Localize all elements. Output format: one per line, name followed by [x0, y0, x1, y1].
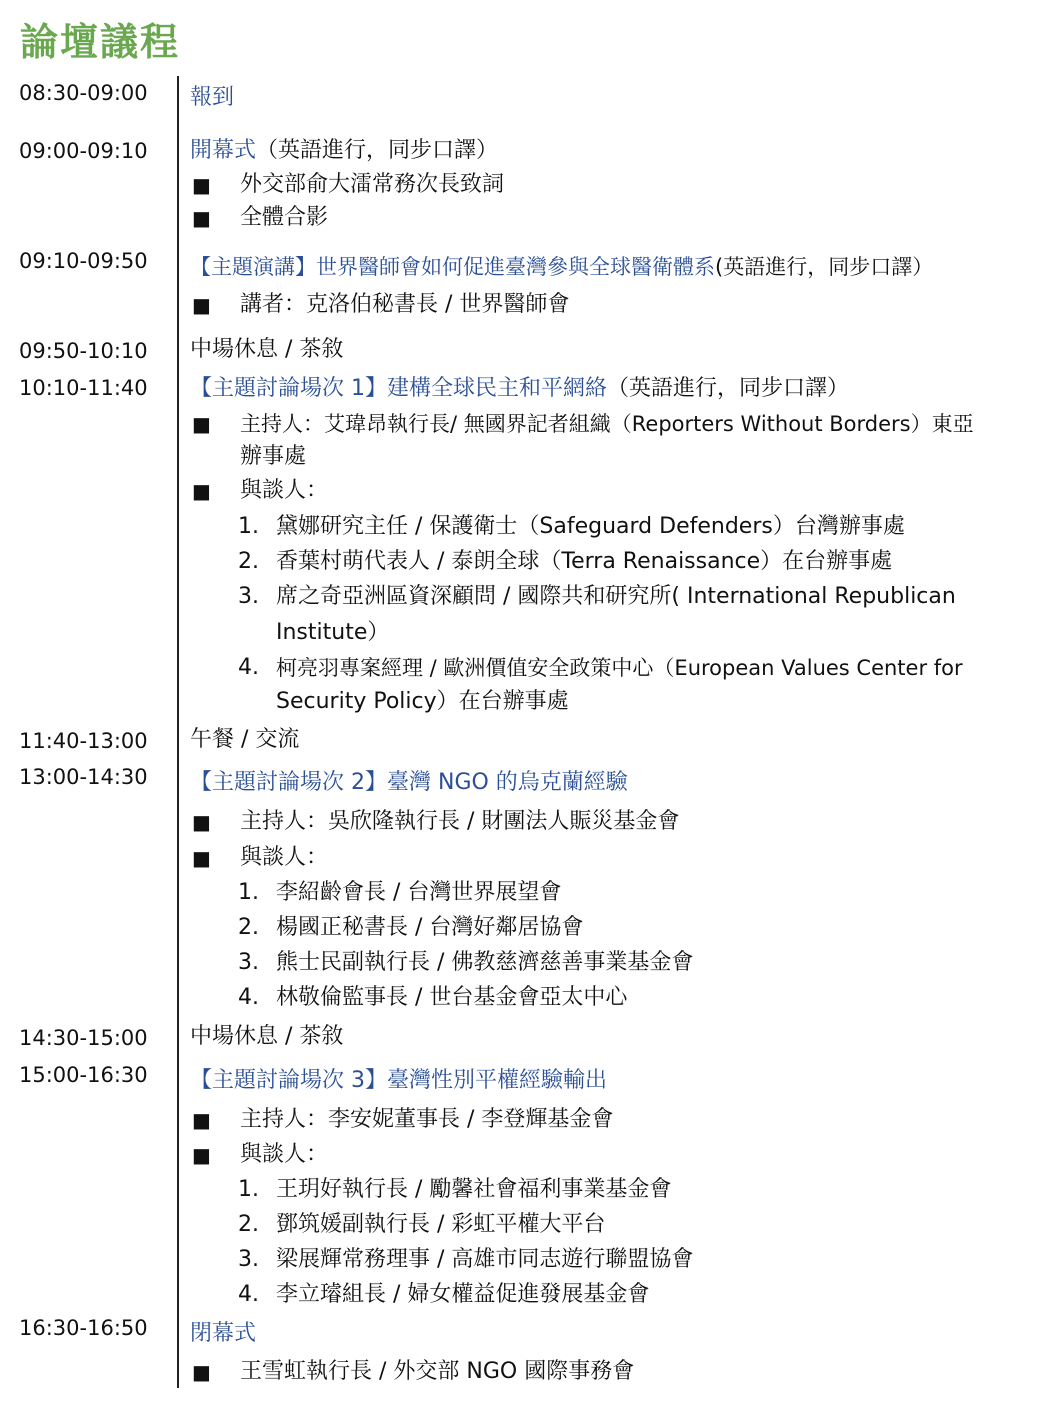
session-time: 14:30-15:00: [19, 1026, 148, 1050]
panelist-text-continued: Security Policy）在台辦事處: [276, 689, 569, 714]
session-time: 08:30-09:00: [19, 81, 148, 105]
session-time: 13:00-14:30: [19, 765, 148, 789]
panelist-number: 4.: [238, 985, 259, 1010]
panelist-number: 2.: [238, 549, 259, 574]
session-title-row: [190, 373, 1058, 405]
session-heading: 報到: [190, 85, 235, 110]
panelist-text: 席之奇亞洲區資深顧問 / 國際共和研究所( International Republican: [276, 584, 956, 609]
session-heading: 開幕式: [190, 138, 257, 163]
panelist-text: 鄧筑媛副執行長 / 彩虹平權大平台: [276, 1212, 606, 1237]
session-time: 16:30-16:50: [19, 1316, 148, 1340]
bullet-square-icon: ■: [192, 479, 211, 503]
panel-label: 與談人：: [240, 478, 329, 503]
panelist-text: 香葉村萌代表人 / 泰朗全球（Terra Renaissance）在台辦事處: [276, 549, 893, 574]
bullet-square-icon: ■: [192, 1143, 211, 1167]
session-heading: 閉幕式: [190, 1321, 257, 1346]
moderator-text-continued: 辦事處: [240, 444, 307, 469]
panelist-text-continued: Institute）: [276, 620, 390, 645]
bullet-square-icon: ■: [192, 846, 211, 870]
bullet-square-icon: ■: [192, 412, 211, 436]
page-title: 論壇議程: [20, 20, 181, 64]
panelist-number: 4.: [238, 1282, 259, 1307]
panelist-number: 3.: [238, 950, 259, 975]
bullet-square-icon: ■: [192, 1360, 211, 1384]
panelist-text: 李紹齡會長 / 台灣世界展望會: [276, 880, 562, 905]
panelist-text: 王玥好執行長 / 勵馨社會福利事業基金會: [276, 1177, 672, 1202]
session-heading: 【主題討論場次 1】建構全球民主和平網絡: [190, 376, 607, 401]
bullet-text: 講者：克洛伯秘書長 / 世界醫師會: [240, 292, 570, 317]
session-heading: 【主題討論場次 3】臺灣性別平權經驗輸出: [190, 1068, 607, 1093]
session-heading: 【主題演講】世界醫師會如何促進臺灣參與全球醫衛體系: [190, 255, 715, 279]
panelist-number: 1.: [238, 880, 259, 905]
session-time: 09:00-09:10: [19, 139, 148, 163]
session-time: 10:10-11:40: [19, 376, 148, 400]
panelist-number: 4.: [238, 655, 259, 680]
panelist-number: 1.: [238, 1177, 259, 1202]
panelist-text: 柯亮羽專案經理 / 歐洲價值安全政策中心（European Values Center for: [276, 656, 963, 680]
timeline-divider: [177, 76, 179, 1388]
session-time: 11:40-13:00: [19, 729, 148, 753]
bullet-square-icon: ■: [192, 1108, 211, 1132]
panelist-text: 楊國正秘書長 / 台灣好鄰居協會: [276, 915, 584, 940]
bullet-square-icon: ■: [192, 206, 211, 230]
panel-label: 與談人：: [240, 845, 329, 870]
panelist-number: 2.: [238, 915, 259, 940]
bullet-square-icon: ■: [192, 173, 211, 197]
moderator-text: 主持人：李安妮董事長 / 李登輝基金會: [240, 1107, 614, 1132]
session-time: 15:00-16:30: [19, 1063, 148, 1087]
session-language-note: （英語進行，同步口譯）: [607, 376, 850, 401]
moderator-text: 主持人：艾瑋昂執行長/ 無國界記者組織（Reporters Without Borders）東亞: [240, 412, 974, 436]
session-title-row: [190, 135, 1058, 167]
session-heading: 【主題討論場次 2】臺灣 NGO 的烏克蘭經驗: [190, 770, 628, 795]
bullet-square-icon: ■: [192, 810, 211, 834]
session-title-row: [190, 251, 1058, 283]
bullet-text: 外交部俞大㵢常務次長致詞: [240, 172, 505, 197]
panelist-number: 3.: [238, 1247, 259, 1272]
panelist-text: 梁展輝常務理事 / 高雄市同志遊行聯盟協會: [276, 1247, 694, 1272]
panelist-number: 3.: [238, 584, 259, 609]
session-heading: 中場休息 / 茶敘: [190, 1024, 344, 1049]
session-language-note: （英語進行，同步口譯）: [256, 138, 499, 163]
panelist-text: 黛娜研究主任 / 保護衛士（Safeguard Defenders）台灣辦事處: [276, 514, 905, 539]
moderator-text: 主持人：吳欣隆執行長 / 財團法人賑災基金會: [240, 809, 680, 834]
bullet-text: 全體合影: [240, 205, 329, 230]
session-language-note: (英語進行，同步口譯）: [715, 255, 934, 279]
panelist-number: 1.: [238, 514, 259, 539]
session-time: 09:50-10:10: [19, 339, 148, 363]
bullet-square-icon: ■: [192, 293, 211, 317]
session-heading: 午餐 / 交流: [190, 727, 300, 752]
panelist-number: 2.: [238, 1212, 259, 1237]
session-time: 09:10-09:50: [19, 249, 148, 273]
panelist-text: 熊士民副執行長 / 佛教慈濟慈善事業基金會: [276, 950, 694, 975]
bullet-text: 王雪虹執行長 / 外交部 NGO 國際事務會: [240, 1359, 635, 1384]
panel-label: 與談人：: [240, 1142, 329, 1167]
panelist-text: 林敬倫監事長 / 世台基金會亞太中心: [276, 985, 628, 1010]
panelist-text: 李立璿組長 / 婦女權益促進發展基金會: [276, 1282, 650, 1307]
session-heading: 中場休息 / 茶敘: [190, 337, 344, 362]
